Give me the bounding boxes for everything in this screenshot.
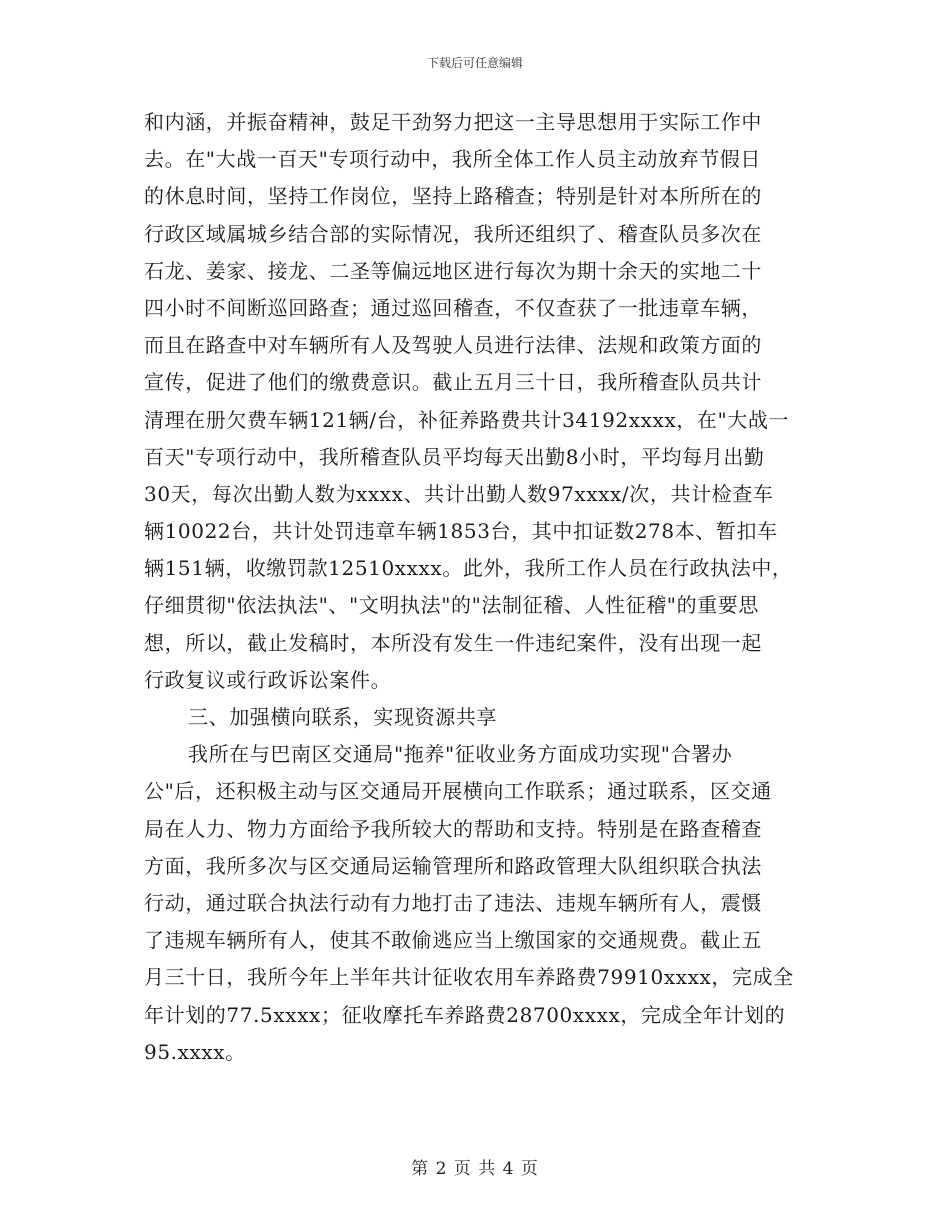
body-line: 95.xxxx。 bbox=[144, 1039, 246, 1064]
body-line: 公"后，还积极主动与区交通局开展横向工作联系；通过联系，区交通 bbox=[144, 779, 772, 804]
body-line: 想，所以，截止发稿时，本所没有发生一件违纪案件，没有出现一起 bbox=[144, 630, 762, 655]
body-line: 辆10022台，共计处罚违章车辆1853台，其中扣证数278本、暂扣车 bbox=[144, 519, 778, 544]
body-line: 辆151辆，收缴罚款12510xxxx。此外，我所工作人员在行政执法中， bbox=[144, 556, 793, 581]
body-line: 清理在册欠费车辆121辆/台，补征养路费共计34192xxxx，在"大战一 bbox=[144, 407, 790, 432]
page-footer: 第 2 页 共 4 页 bbox=[411, 1159, 539, 1179]
body-line: 行政区域属城乡结合部的实际情况，我所还组织了、稽查队员多次在 bbox=[144, 221, 762, 246]
body-line: 四小时不间断巡回路查；通过巡回稽查，不仅查获了一批违章车辆， bbox=[144, 295, 762, 320]
body-line: 我所在与巴南区交通局"拖养"征收业务方面成功实现"合署办 bbox=[188, 742, 733, 767]
body-line: 石龙、姜家、接龙、二圣等偏远地区进行每次为期十余天的实地二十 bbox=[144, 258, 762, 283]
body-line: 方面，我所多次与区交通局运输管理所和路政管理大队组织联合执法 bbox=[144, 853, 762, 878]
body-line: 行政复议或行政诉讼案件。 bbox=[144, 667, 392, 692]
body-line: 月三十日，我所今年上半年共计征收农用车养路费79910xxxx，完成全 bbox=[144, 965, 794, 990]
body-line: 百天"专项行动中，我所稽查队员平均每天出勤8小时，平均每月出勤 bbox=[144, 444, 765, 469]
body-line: 和内涵，并振奋精神，鼓足干劲努力把这一主导思想用于实际工作中 bbox=[144, 110, 762, 134]
body-line: 30天，每次出勤人数为xxxx、共计出勤人数97xxxx/次，共计检查车 bbox=[144, 481, 774, 506]
body-line: 局在人力、物力方面给予我所较大的帮助和支持。特别是在路查稽查 bbox=[144, 816, 762, 841]
document-body bbox=[144, 104, 816, 1071]
section-heading: 三、加强横向联系，实现资源共享 bbox=[188, 705, 497, 729]
body-line: 年计划的77.5xxxx；征收摩托车养路费28700xxxx，完成全年计划的 bbox=[144, 1002, 786, 1027]
body-line: 而且在路查中对车辆所有人及驾驶人员进行法律、法规和政策方面的 bbox=[144, 333, 762, 358]
body-line: 仔细贯彻"依法执法"、"文明执法"的"法制征稽、人性征稽"的重要思 bbox=[144, 593, 759, 618]
body-line: 了违规车辆所有人，使其不敢偷逃应当上缴国家的交通规费。截止五 bbox=[144, 928, 762, 953]
body-line: 去。在"大战一百天"专项行动中，我所全体工作人员主动放弃节假日 bbox=[144, 147, 761, 172]
body-line: 的休息时间，坚持工作岗位，坚持上路稽查；特别是针对本所所在的 bbox=[144, 184, 762, 209]
body-line: 宣传，促进了他们的缴费意识。截止五月三十日，我所稽查队员共计 bbox=[144, 370, 762, 395]
page-header: 下载后可任意编辑 bbox=[426, 56, 523, 70]
body-line: 行动，通过联合执法行动有力地打击了违法、违规车辆所有人，震慑 bbox=[144, 890, 762, 915]
